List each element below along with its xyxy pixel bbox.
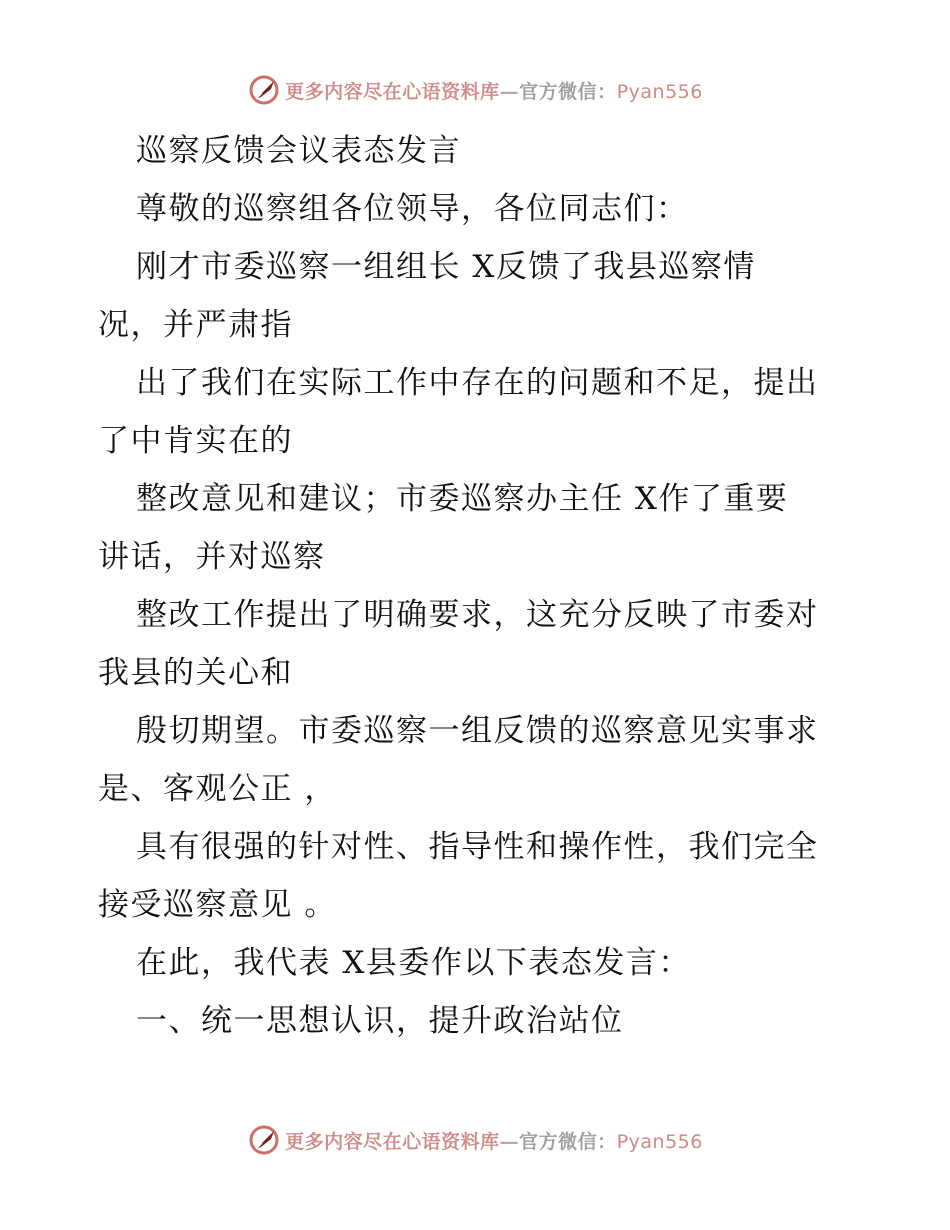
banner-official-label: 官方微信： xyxy=(519,80,617,103)
banner-dash: — xyxy=(499,80,520,103)
text-line: 尊敬的巡察组各位领导，各位同志们： xyxy=(136,191,689,227)
text-line: 殷切期望。市委巡察一组反馈的巡察意见实事求 xyxy=(136,713,819,749)
footer-watermark-banner xyxy=(0,1120,950,1160)
banner-official-label: 官方微信： xyxy=(519,1130,617,1153)
quill-pen-logo-icon xyxy=(247,73,281,107)
text-line: 具有很强的针对性、指导性和操作性，我们完全 xyxy=(136,829,819,865)
banner-brand-text: 更多内容尽在心语资料库 xyxy=(285,1130,500,1153)
text-line: 整改意见和建议；市委巡察办主任 X作了重要 xyxy=(136,481,789,517)
text-line: 我县的关心和 xyxy=(98,655,293,691)
text-line: 一、统一思想认识，提升政治站位 xyxy=(136,1003,624,1039)
banner-wechat-id: Pyan556 xyxy=(616,80,703,103)
text-line: 巡察反馈会议表态发言 xyxy=(136,133,461,169)
text-line: 整改工作提出了明确要求，这充分反映了市委对 xyxy=(136,597,819,633)
banner-wechat-id: Pyan556 xyxy=(616,1130,703,1153)
text-line: 出了我们在实际工作中存在的问题和不足，提出 xyxy=(136,365,819,401)
text-line: 是、客观公正 ， xyxy=(98,771,337,807)
document-body xyxy=(98,122,858,1050)
banner-dash: — xyxy=(499,1130,520,1153)
text-line: 刚才市委巡察一组组长 X反馈了我县巡察情 xyxy=(136,249,756,285)
header-watermark-banner xyxy=(0,70,950,110)
quill-pen-logo-icon xyxy=(247,1123,281,1157)
text-line: 在此，我代表 X县委作以下表态发言： xyxy=(136,945,691,981)
text-line: 讲话，并对巡察 xyxy=(98,539,326,575)
text-line: 况，并严肃指 xyxy=(98,307,293,343)
banner-brand-text: 更多内容尽在心语资料库 xyxy=(285,80,500,103)
text-line: 了中肯实在的 xyxy=(98,423,293,459)
text-line: 接受巡察意见 。 xyxy=(98,887,337,923)
